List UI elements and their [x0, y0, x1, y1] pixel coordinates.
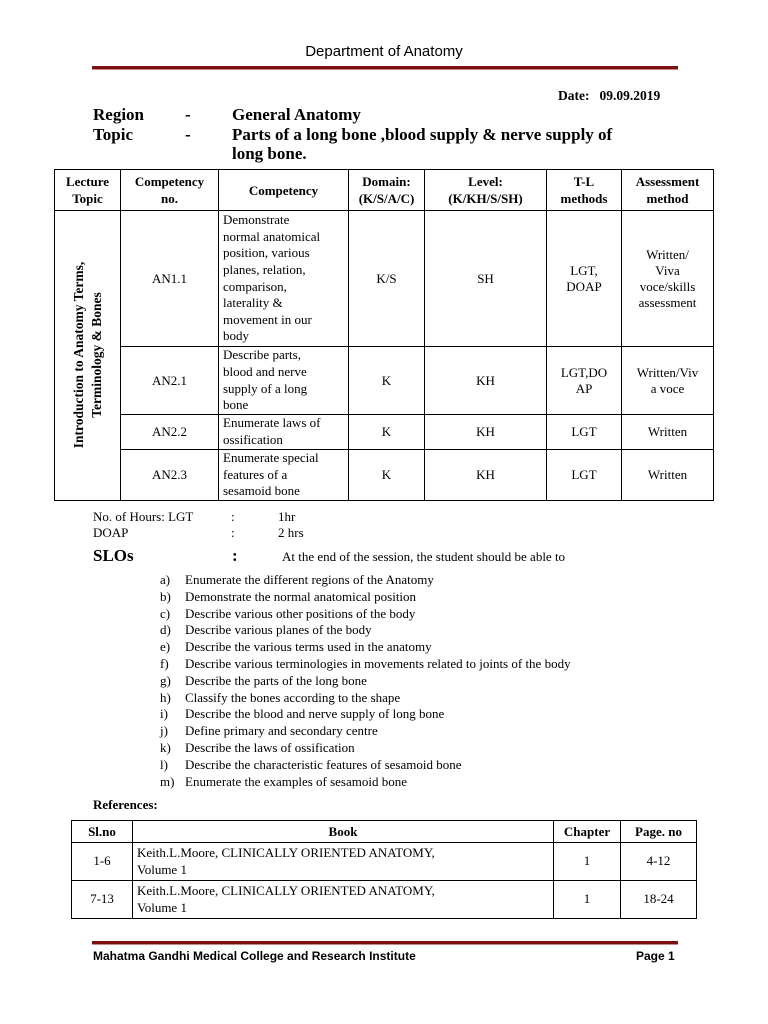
region-separator: - — [185, 105, 191, 124]
header-lecture-topic: Lecture Topic — [55, 170, 121, 211]
domain: K — [349, 415, 425, 450]
lecture-topic-cell — [55, 211, 121, 501]
hours-doap-label: DOAP — [93, 525, 129, 540]
list-item: l) Describe the characteristic features of sesamoid bone — [160, 756, 462, 772]
hours-lgt-separator: : — [231, 509, 235, 524]
domain: K — [349, 450, 425, 501]
list-item: c) Describe various other positions of the body — [160, 605, 416, 621]
footer-page-number: Page 1 — [636, 949, 675, 963]
competency-no: AN2.1 — [121, 347, 219, 415]
competency-no: AN1.1 — [121, 211, 219, 347]
list-item: d) Describe various planes of the body — [160, 622, 372, 638]
topic-label: Topic — [93, 125, 134, 144]
region-line — [93, 105, 693, 124]
topic-value-line: long bone. — [232, 144, 307, 163]
header-slno: Sl.no — [72, 821, 133, 843]
lecture-topic-vertical: Introduction to Anatomy Terms, Terminology & Bones — [71, 262, 104, 449]
competency-no: AN2.2 — [121, 415, 219, 450]
table-row — [55, 415, 714, 450]
tl-method: LGT — [547, 450, 622, 501]
date-value: 09.09.2019 — [599, 88, 661, 103]
list-item: f) Describe various terminologies in movements related to joints of the body — [160, 655, 571, 671]
header-assessment: Assessment method — [622, 170, 714, 211]
tl-method: LGT, DOAP — [547, 211, 622, 347]
slos-intro: At the end of the session, the student should be able to — [282, 549, 566, 564]
assessment-method: Written — [622, 415, 714, 450]
list-item: m) Enumerate the examples of sesamoid bone — [160, 773, 408, 789]
domain: K/S — [349, 211, 425, 347]
tl-method: LGT,DO AP — [547, 347, 622, 415]
slos-title: SLOs — [93, 546, 134, 565]
footer-institution: Mahatma Gandhi Medical College and Research Institute — [93, 949, 416, 963]
topic-value — [232, 125, 672, 163]
competency-header-row — [55, 170, 714, 211]
header-rule — [92, 66, 678, 70]
assessment-method: Written — [622, 450, 714, 501]
tl-method: LGT — [547, 415, 622, 450]
level: KH — [425, 415, 547, 450]
ref-chapter: 1 — [554, 843, 621, 881]
header-competency: Competency — [219, 170, 349, 211]
header-level: Level: (K/KH/S/SH) — [425, 170, 547, 211]
list-item: a) Enumerate the different regions of the Anatomy — [160, 572, 434, 587]
hours-lgt-line — [93, 509, 353, 525]
level: KH — [425, 450, 547, 501]
list-item: h) Classify the bones according to the shape — [160, 689, 401, 705]
table-row — [55, 450, 714, 501]
table-row — [55, 211, 714, 347]
hours-lgt-value: 1hr — [278, 509, 296, 524]
slo-list — [160, 572, 571, 790]
list-item: i) Describe the blood and nerve supply of long bone — [160, 706, 445, 722]
region-label: Region — [93, 105, 144, 124]
header-page-no: Page. no — [621, 821, 697, 843]
level: KH — [425, 347, 547, 415]
competency-text: Describe parts, blood and nerve supply of a long bone — [219, 347, 349, 415]
date-label: Date: — [558, 88, 590, 103]
ref-slno: 7-13 — [72, 881, 133, 919]
hours-doap-separator: : — [231, 525, 235, 540]
hours-doap-line — [93, 525, 353, 541]
list-item: e) Describe the various terms used in the anatomy — [160, 639, 432, 655]
competency-text: Enumerate special features of a sesamoid bone — [219, 450, 349, 501]
assessment-method: Written/Viv a voce — [622, 347, 714, 415]
slos-separator: : — [232, 546, 238, 565]
page-header-title: Department of Anatomy — [305, 43, 463, 60]
header-competency-no: Competency no. — [121, 170, 219, 211]
table-row — [72, 843, 697, 881]
topic-value-line: Parts of a long bone ,blood supply & nerve supply of — [232, 125, 613, 144]
competency-table — [54, 169, 714, 501]
table-row — [72, 881, 697, 919]
competency-no: AN2.3 — [121, 450, 219, 501]
list-item: k) Describe the laws of ossification — [160, 739, 355, 755]
competency-text: Demonstrate normal anatomical position, various planes, relation, comparison, laterality & movement in our body — [219, 211, 349, 347]
level: SH — [425, 211, 547, 347]
hours-lgt-label: No. of Hours: LGT — [93, 509, 194, 524]
header-book: Book — [133, 821, 554, 843]
ref-page: 4-12 — [621, 843, 697, 881]
footer-rule — [92, 941, 678, 945]
references-title: References: — [93, 797, 158, 812]
topic-line — [93, 125, 693, 165]
assessment-method: Written/ Viva voce/skills assessment — [622, 211, 714, 347]
header-domain: Domain: (K/S/A/C) — [349, 170, 425, 211]
list-item: g) Describe the parts of the long bone — [160, 672, 367, 688]
hours-doap-value: 2 hrs — [278, 525, 304, 540]
domain: K — [349, 347, 425, 415]
date-line — [558, 88, 660, 104]
list-item: j) Define primary and secondary centre — [160, 723, 378, 739]
header-chapter: Chapter — [554, 821, 621, 843]
list-item: b) Demonstrate the normal anatomical position — [160, 588, 417, 604]
ref-slno: 1-6 — [72, 843, 133, 881]
ref-book: Keith.L.Moore, CLINICALLY ORIENTED ANATOMY, Volume 1 — [133, 843, 554, 881]
table-row — [55, 347, 714, 415]
references-header-row — [72, 821, 697, 843]
ref-chapter: 1 — [554, 881, 621, 919]
competency-text: Enumerate laws of ossification — [219, 415, 349, 450]
region-value: General Anatomy — [232, 105, 361, 124]
ref-page: 18-24 — [621, 881, 697, 919]
topic-separator: - — [185, 125, 191, 144]
references-table — [71, 820, 697, 919]
ref-book: Keith.L.Moore, CLINICALLY ORIENTED ANATOMY, Volume 1 — [133, 881, 554, 919]
header-tl-methods: T-L methods — [547, 170, 622, 211]
